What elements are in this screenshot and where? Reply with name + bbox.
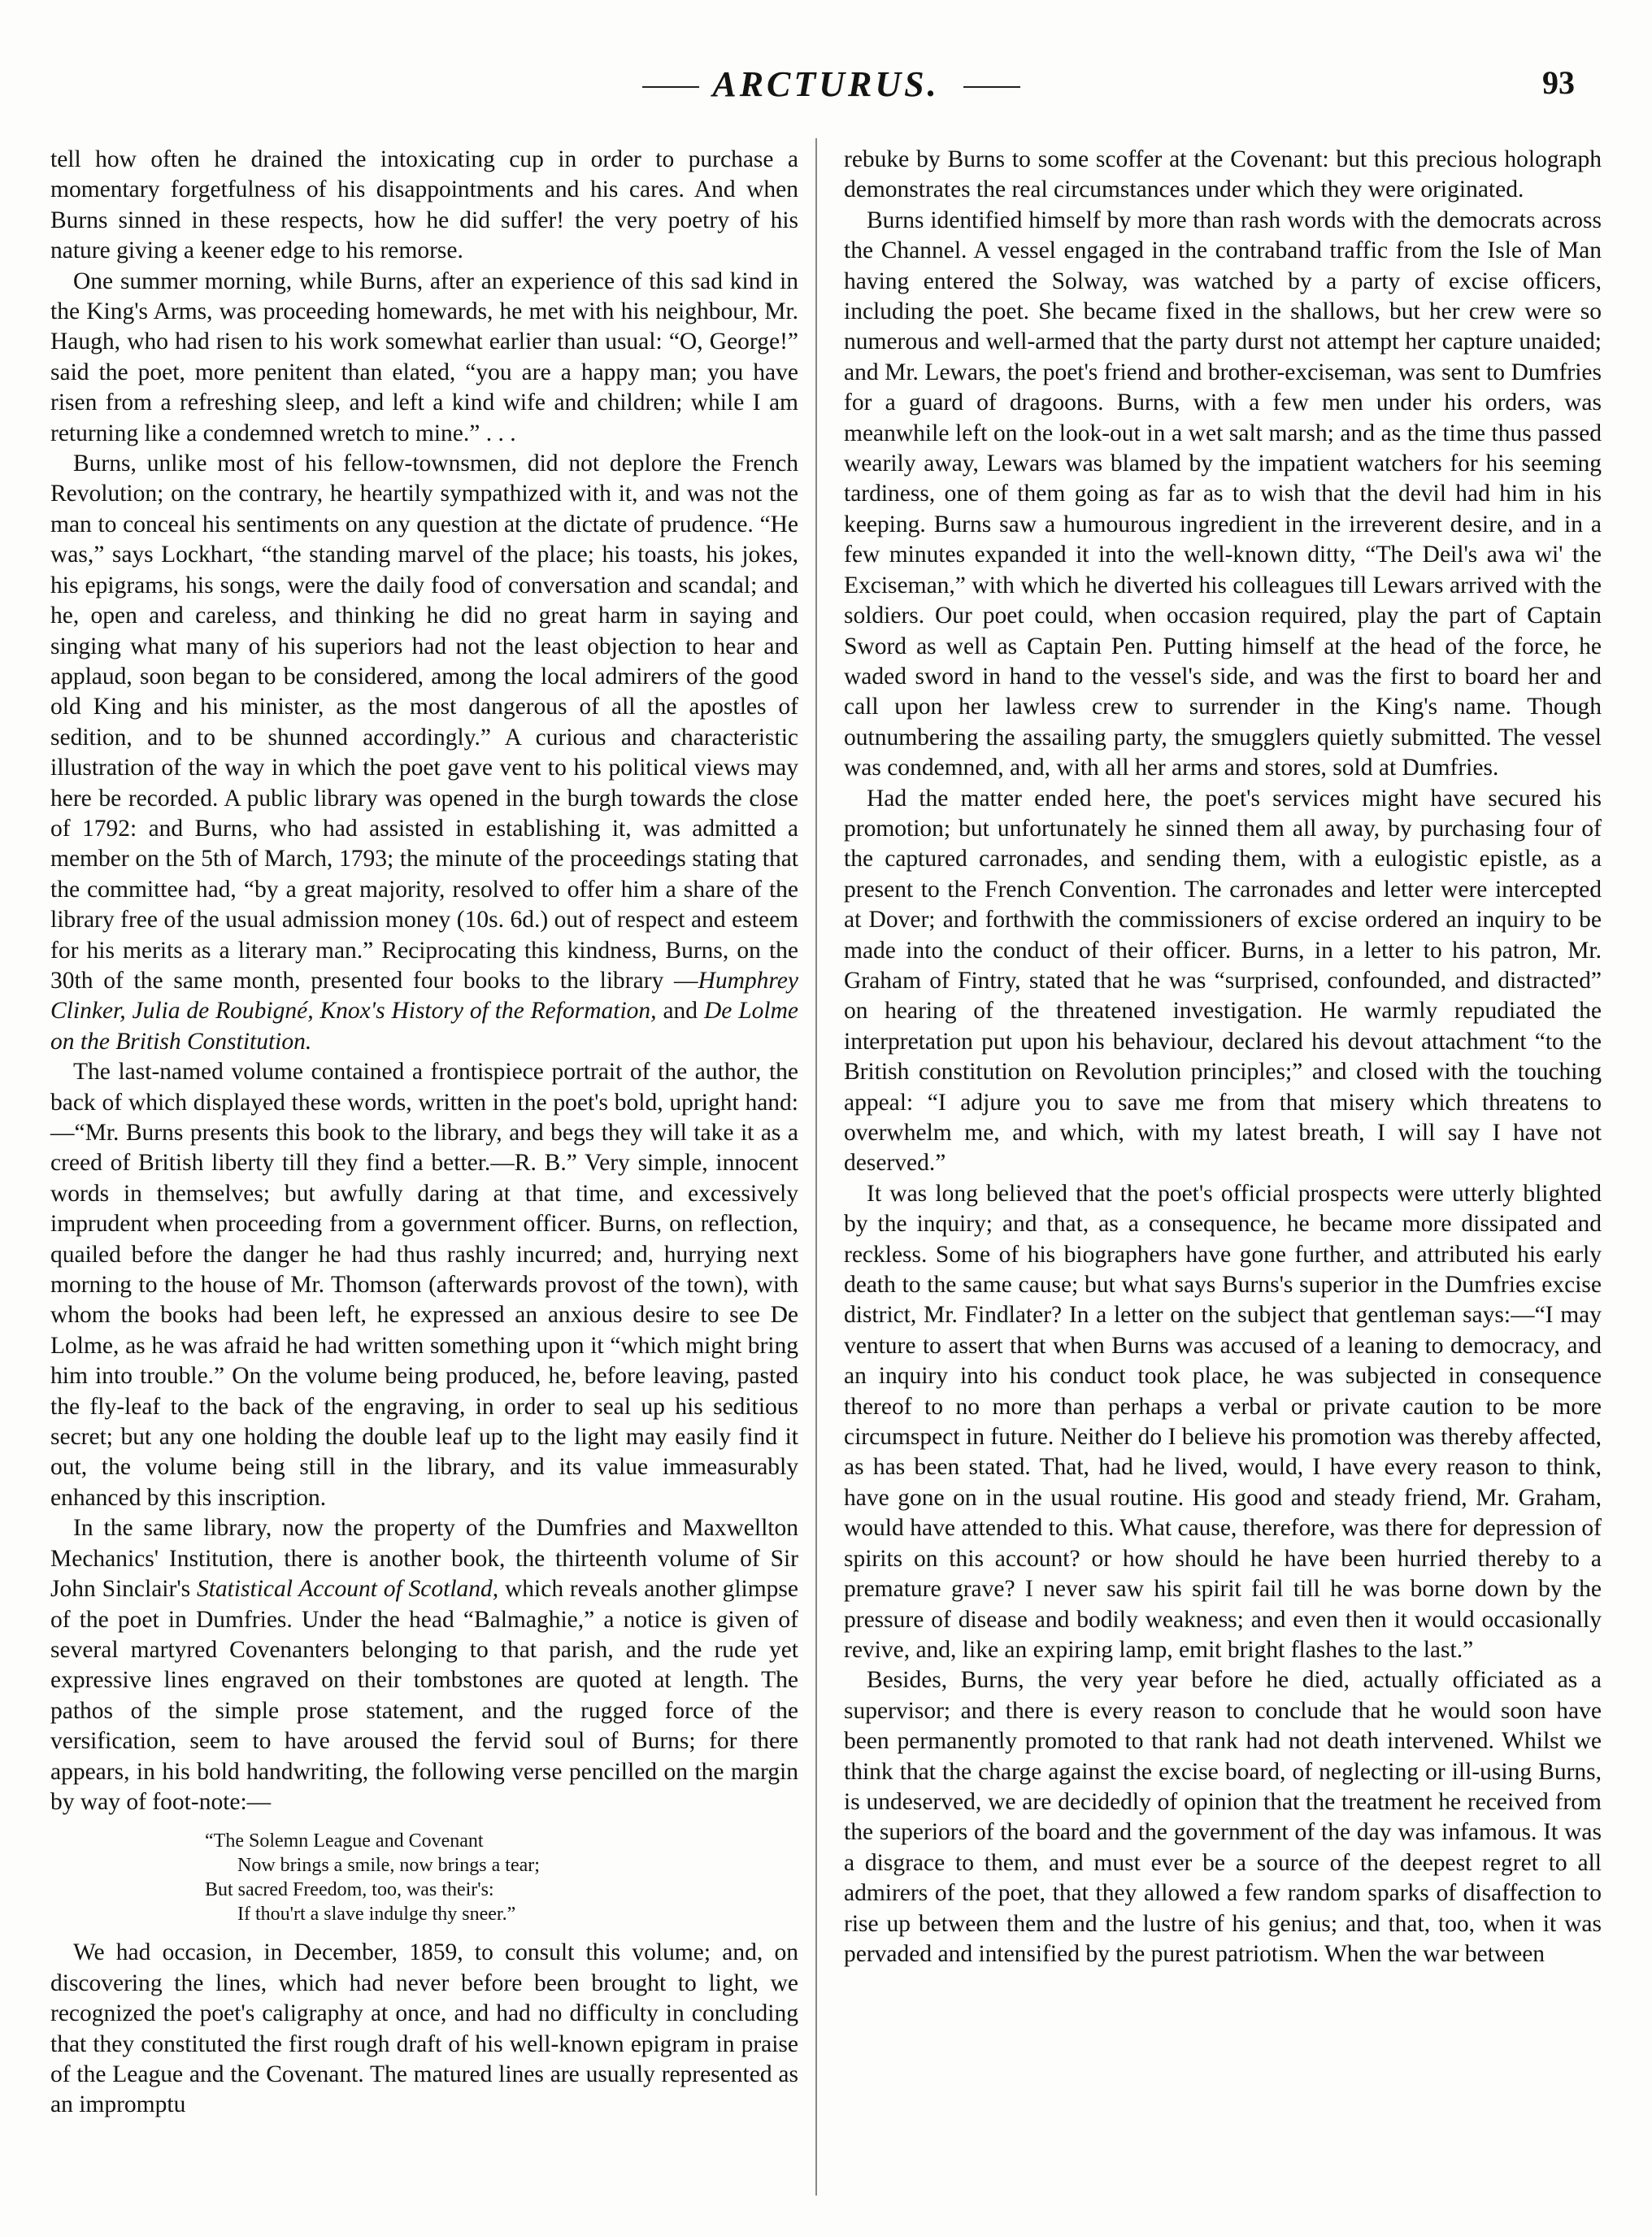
page-number: 93 — [1542, 64, 1575, 101]
verse-line: If thou'rt a slave indulge thy sneer.” — [237, 1904, 516, 1926]
paragraph — [50, 449, 798, 1057]
page-header — [0, 57, 1652, 114]
verse-line: But sacred Freedom, too, was their's: — [205, 1879, 494, 1901]
paragraph-text: Burns, unlike most of his fellow-townsmen, did not deplore the French Revolution; on the contrary, he heartily sympathized with it, and was not the man to conceal his sentiments on any question at the dictate of prudence. “He was,” says Lockhart, “the standing marvel of the place; his toasts, his jokes, his epigrams, his songs, were the daily food of conversation and scandal; and he, open and careless, and thinking he did no great harm in saying and singing what many of his superiors had not the least objection to hear and applaud, soon began to be considered, among the local admirers of the good old King and his minister, as the most dangerous of all the apostles of sedition, and to be shunned accordingly.” A curious and characteristic illustration of the way in which the poet gave vent to his political views may here be recorded. A public library was opened in the burgh towards the close of 1792: and Burns, who had assisted in establishing it, was admitted a member on the 5th of March, 1793; the minute of the proceedings stating that the committee had, “by a great majority, resolved to offer him a share of the library free of the usual admission money (10s. 6d.) out of respect and esteem for his merits as a literary man.” Reciprocating this kindness, Burns, on the 30th of the same month, presented four books to the library — — [50, 450, 798, 994]
paragraph: One summer morning, while Burns, after an experience of this sad kind in the King's Arms, was proceeding homewards, he met with his neighbour, Mr. Haugh, who had risen to his work somewhat earlier than usual: “O, George!” said the poet, more penitent than elated, “you are a happy man; you have risen from a refreshing sleep, and left a kind wife and children; while I am returning like a condemned wretch to mine.” . . . — [50, 268, 798, 446]
paragraph-text: which reveals another glimpse of the poet in Dumfries. Under the head “Balmaghie,” a notice is given of several martyred Covenanters belonging to that parish, and the rude yet expressive lines engraved on their tombstones are quoted at length. The pathos of the simple prose statement, and the rugged force of the versification, seem to have aroused the fervid soul of Burns; for there appears, in his bold handwriting, the following verse pencilled on the margin by way of foot-note:— — [50, 1576, 798, 1815]
book-title: De Lolme on the British Constitution. — [50, 998, 799, 1055]
paragraph: rebuke by Burns to some scoffer at the Covenant: but this precious holograph demonstrates the real circumstances under which they were originated. — [844, 146, 1602, 203]
left-column — [50, 145, 798, 2121]
paragraph: tell how often he drained the intoxicating cup in order to purchase a momentary forgetfulness of his disappointments and his cares. And when Burns sinned in these respects, how he did suffer! the very poetry of his nature giving a keener edge to his remorse. — [50, 146, 798, 264]
paragraph: We had occasion, in December, 1859, to consult this volume; and, on discovering the lines, which had never before been brought to light, we recognized the poet's caligraphy at once, and had no difficulty in concluding that they constituted the first rough draft of his well-known epigram in praise of the League and the Covenant. The matured lines are usually represented as an impromptu — [50, 1939, 798, 2118]
paragraph: Burns identified himself by more than rash words with the democrats across the Channel. A vessel engaged in the contraband traffic from the Isle of Man having entered the Solway, was watched by a party of excise officers, including the poet. She became fixed in the shallows, but her crew were so numerous and well-armed that the party durst not attempt her capture unaided; and Mr. Lewars, the poet's friend and brother-exciseman, was sent to Dumfries for a guard of dragoons. Burns, with a few men under his orders, was meanwhile left on the look-out in a wet salt marsh; and as the time thus passed wearily away, Lewars was blamed by the impatient watchers for his seeming tardiness, one of them going as far as to wish that the devil had him in his keeping. Burns saw a humourous ingredient in the irreverent desire, and in a few minutes expanded it into the well-known ditty, “The Deil's awa wi' the Exciseman,” with which he diverted his colleagues till Lewars arrived with the soldiers. Our poet could, when occasion required, play the part of Captain Sword as well as Captain Pen. Putting himself at the head of the force, he waded sword in hand to the vessel's side, and was the first to board her and call upon her lawless crew to surrender in the King's name. Though outnumbering the assailing party, the smugglers quietly submitted. The vessel was condemned, and, with all her arms and stores, sold at Dumfries. — [844, 207, 1602, 781]
book-title: Statistical Account of Scotland, — [196, 1576, 499, 1603]
paragraph — [50, 1513, 798, 1817]
paragraph: It was long believed that the poet's official prospects were utterly blighted by the inquiry; and that, as a consequence, he became more dissipated and reckless. Some of his biographers have gone further, and attributed his early death to the same cause; but what says Burns's superior in the Dumfries excise district, Mr. Findlater? In a letter on the subject that gentleman says:—“I may venture to assert that when Burns was accused of a leaning to democracy, and an inquiry into his conduct took place, he was subjected in consequence thereof to no more than perhaps a verbal or private caution to be more circumspect in future. Neither do I believe his promotion was thereby affected, as has been stated. That, had he lived, would, I have every reason to think, have gone on in the usual routine. His good and steady friend, Mr. Graham, would have attended to this. What cause, therefore, was there for depression of spirits on this account? or how should he have been hurried thereby to a premature grave? I never saw his spirit fail till he was borne down by the pressure of disease and bodily weakness; and even then it would occasionally revive, and, like an expiring lamp, emit bright flashes to the last.” — [844, 1180, 1602, 1663]
conjunction: and — [656, 998, 704, 1025]
verse-line: Now brings a smile, now brings a tear; — [237, 1855, 540, 1877]
right-column — [844, 145, 1602, 1969]
column-divider — [815, 138, 817, 2196]
verse-line: “The Solemn League and Covenant — [205, 1830, 484, 1852]
paragraph: Besides, Burns, the very year before he died, actually officiated as a supervisor; and there is every reason to conclude that he would soon have been permanently promoted to that rank had not death intervened. Whilst we think that the charge against the excise board, of neglecting or ill-using Burns, is undeserved, we are decidedly of opinion that the treatment he received from the superiors of the board and the government of the day was infamous. It was a disgrace to them, and must ever be a source of the deepest regret to all admirers of the poet, that they allowed a few random sparks of disaffection to rise up between them and the lustre of his genius; and that, too, when it was pervaded and intensified by the purest patriotism. When the war between — [844, 1667, 1602, 1967]
journal-title: ARCTURUS. — [712, 64, 940, 104]
paragraph: Had the matter ended here, the poet's services might have secured his promotion; but unfortunately he sinned them all away, by purchasing four of the captured carronades, and sending them, with a eulogistic epistle, as a present to the French Convention. The carronades and letter were intercepted at Dover; and forthwith the commissioners of excise ordered an inquiry to be made into the conduct of their officer. Burns, in a letter to his patron, Mr. Graham of Fintry, stated that he was “surprised, confounded, and distracted” on hearing of the threatened investigation. He warmly repudiated the interpretation put upon his behaviour, declared his devout attachment “to the British constitution on Revolution principles;” and closed with the touching appeal: “I adjure you to save me from that misery which threatens to overwhelm me, and which, with my latest breath, I will say I have not deserved.” — [844, 785, 1602, 1177]
paragraph-text: In the same library, now the property of the Dumfries and Maxwellton Mechanics' Institution, there is another book, the thirteenth volume of Sir John Sinclair's — [50, 1515, 798, 1603]
book-titles: Humphrey Clinker, Julia de Roubigné, Knox's History of the Reformation, — [50, 967, 798, 1025]
paragraph: The last-named volume contained a frontispiece portrait of the author, the back of which displayed these words, written in the poet's bold, upright hand:—“Mr. Burns presents this book to the library, and begs they will take it as a creed of British liberty till they find a better.—R. B.” Very simple, innocent words in themselves; but awfully daring at that time, and excessively imprudent when proceeding from a government officer. Burns, on reflection, quailed before the danger he had thus rashly incurred; and, hurrying next morning to the house of Mr. Thomson (afterwards provost of the town), with whom the books had been left, he expressed an anxious desire to see De Lolme, as he was afraid he had written something upon it “which might bring him into trouble.” On the volume being produced, he, before leaving, pasted the fly-leaf to the back of the engraving, in order to seal up his seditious secret; but any one holding the double leaf up to the light may easily find it out, the volume being still in the library, and its value immeasurably enhanced by this inscription. — [50, 1059, 798, 1511]
verse-quote — [205, 1829, 798, 1926]
header-rule-right — [963, 86, 1020, 88]
